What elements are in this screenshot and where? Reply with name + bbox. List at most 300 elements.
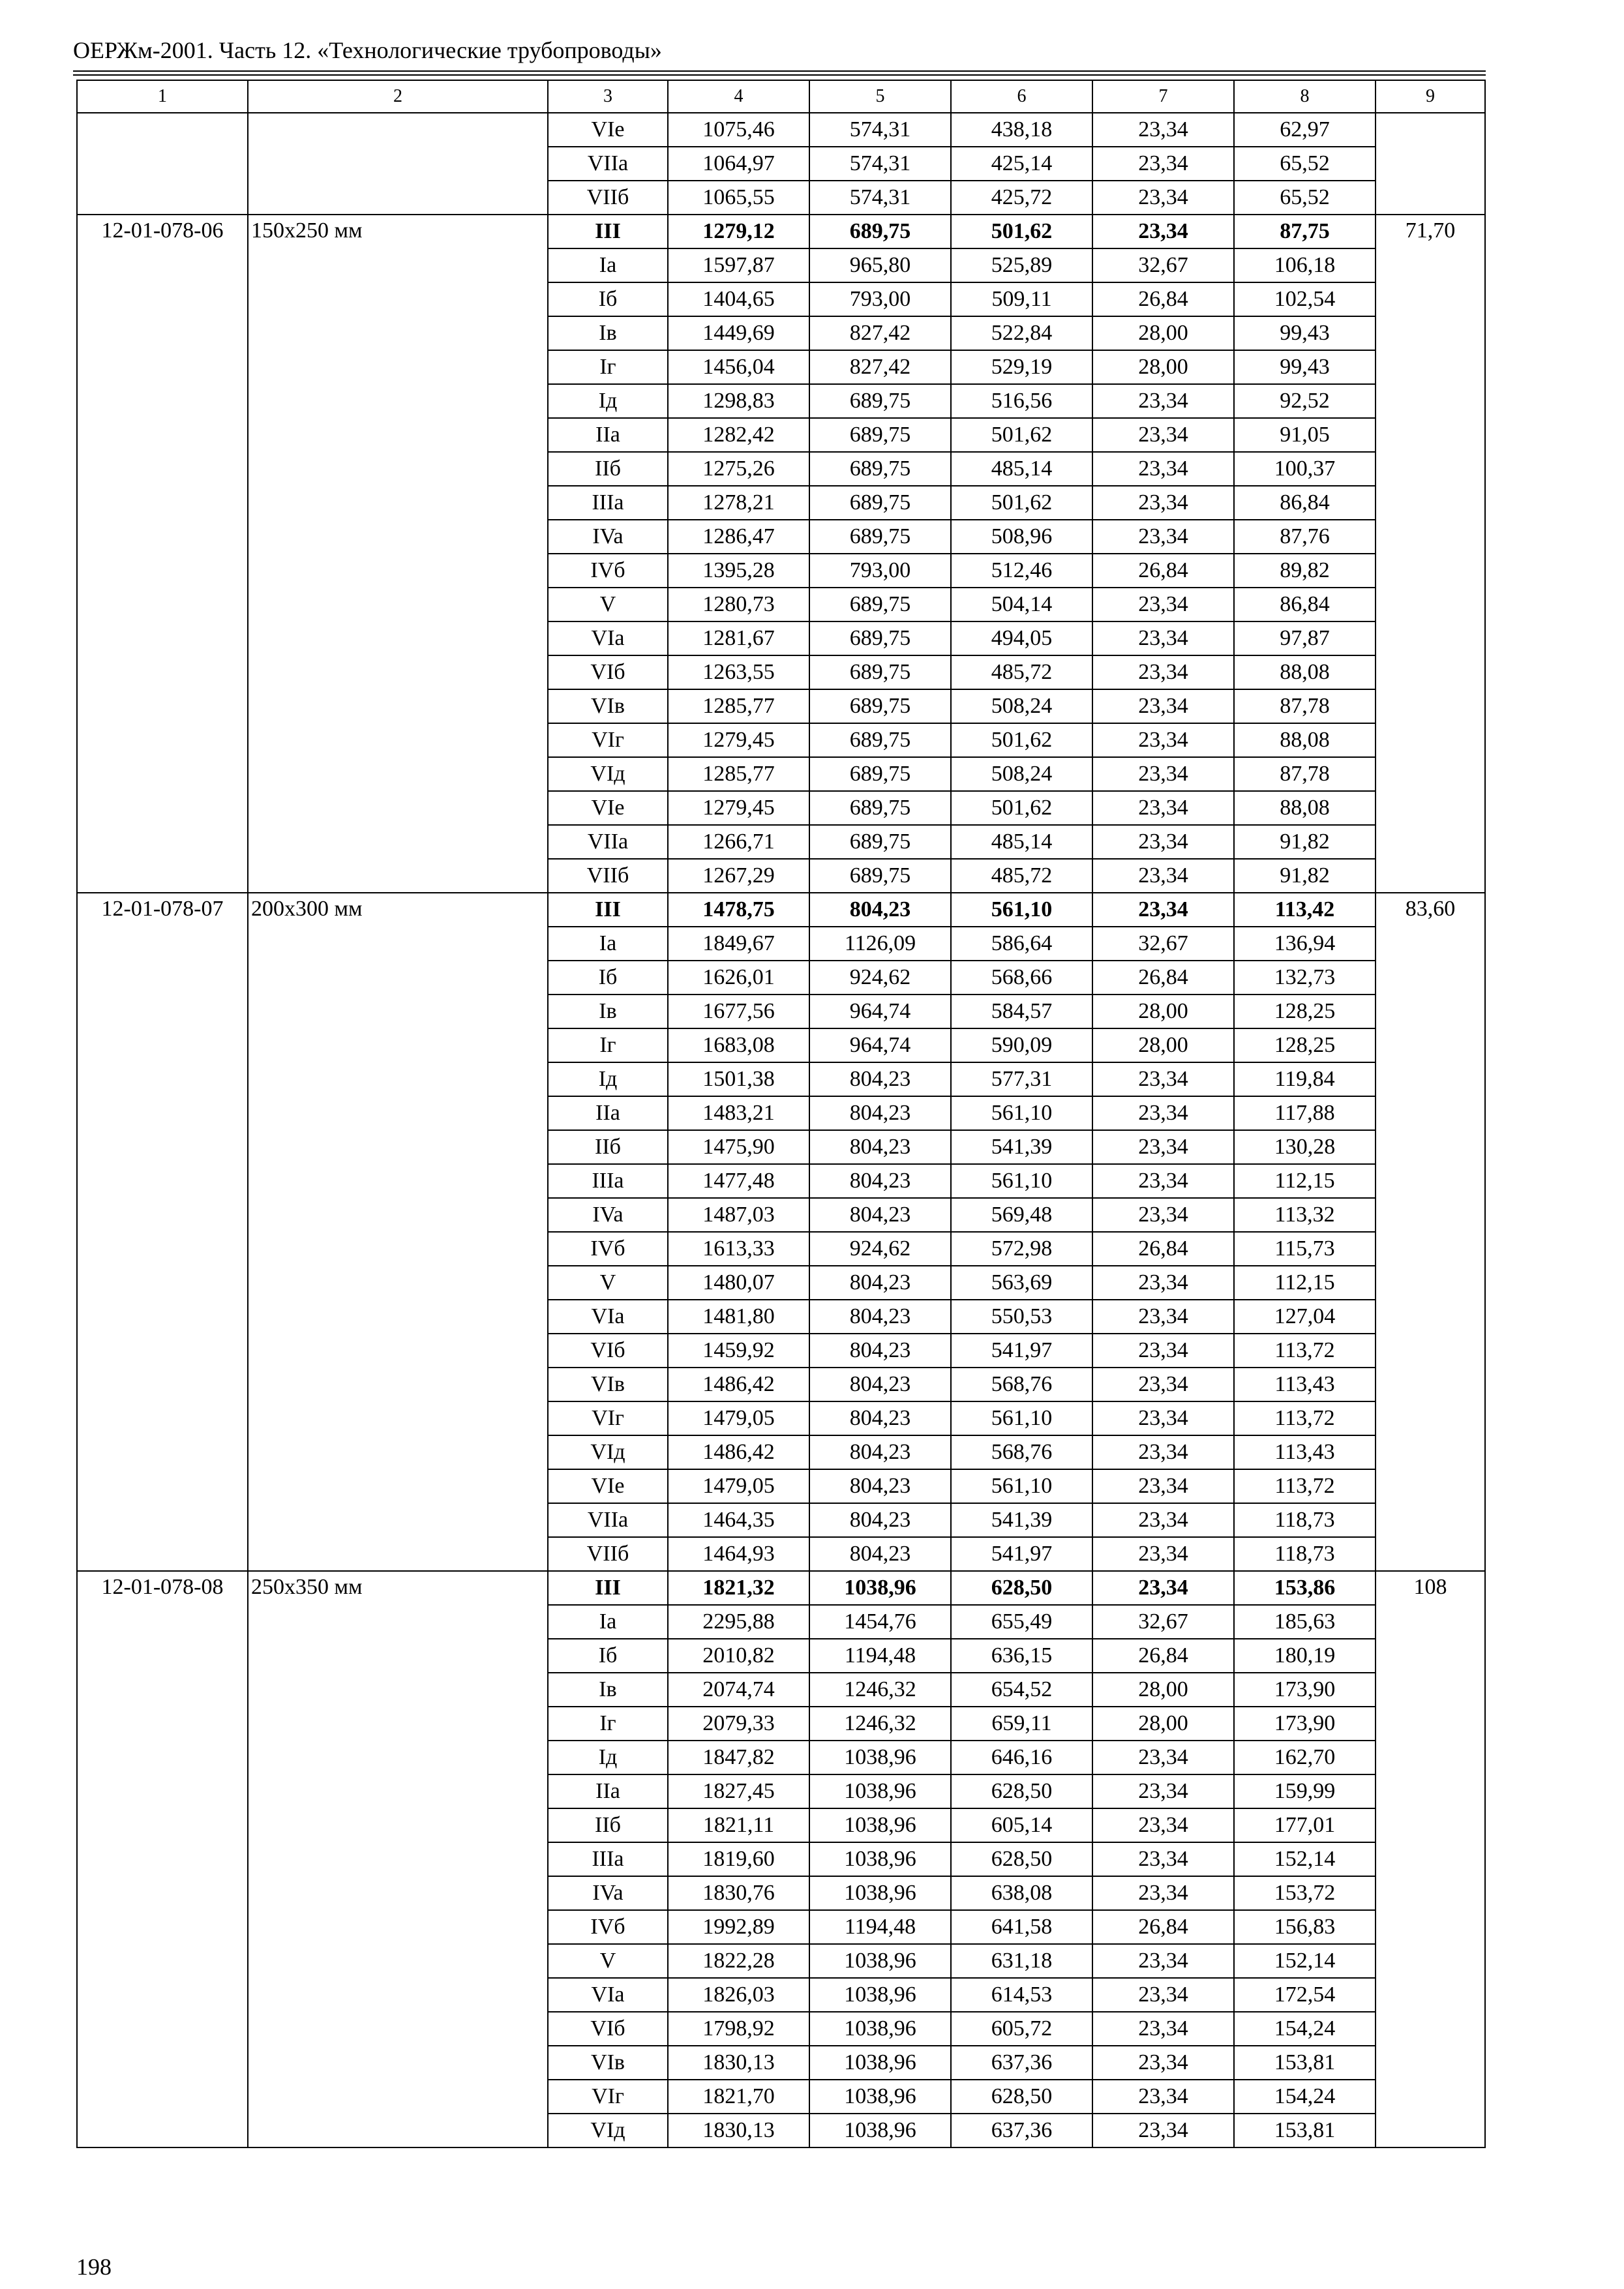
value-cell-col7: 23,34: [1092, 1537, 1234, 1571]
value-cell-col5: 804,23: [809, 1368, 951, 1401]
value-cell-col7: 23,34: [1092, 655, 1234, 689]
zone-cell: VIб: [548, 2012, 668, 2046]
value-cell-col4: 1395,28: [668, 554, 809, 588]
value-cell-col8: 87,75: [1234, 215, 1376, 248]
value-cell-col4: 1280,73: [668, 588, 809, 621]
value-cell-col6: 655,49: [951, 1605, 1092, 1639]
value-cell-col4: 1275,26: [668, 452, 809, 486]
value-cell-col8: 62,97: [1234, 113, 1376, 147]
value-cell-col6: 614,53: [951, 1978, 1092, 2012]
value-cell-col7: 28,00: [1092, 995, 1234, 1028]
value-cell-col8: 106,18: [1234, 248, 1376, 282]
value-cell-col4: 1480,07: [668, 1266, 809, 1300]
value-cell-col8: 153,81: [1234, 2114, 1376, 2147]
value-cell-col6: 590,09: [951, 1028, 1092, 1062]
value-cell-col8: 118,73: [1234, 1503, 1376, 1537]
zone-cell: Ia: [548, 248, 668, 282]
zone-cell: IIб: [548, 1130, 668, 1164]
value-cell-col7: 23,34: [1092, 418, 1234, 452]
value-cell-col5: 689,75: [809, 723, 951, 757]
value-cell-col7: 23,34: [1092, 1300, 1234, 1334]
value-cell-col7: 23,34: [1092, 1062, 1234, 1096]
column-number: 2: [248, 80, 548, 113]
value-cell-col6: 541,39: [951, 1503, 1092, 1537]
value-cell-col8: 102,54: [1234, 282, 1376, 316]
zone-cell: VIг: [548, 1401, 668, 1435]
value-cell-col4: 2079,33: [668, 1707, 809, 1741]
zone-cell: VIIб: [548, 181, 668, 215]
value-cell-col5: 804,23: [809, 1096, 951, 1130]
value-cell-col6: 628,50: [951, 1571, 1092, 1605]
value-cell-col7: 23,34: [1092, 1808, 1234, 1842]
value-cell-col7: 26,84: [1092, 282, 1234, 316]
value-cell-col5: 1038,96: [809, 2046, 951, 2080]
value-cell-col5: 689,75: [809, 452, 951, 486]
value-cell-col6: 509,11: [951, 282, 1092, 316]
zone-cell: VIe: [548, 1469, 668, 1503]
value-cell-col6: 638,08: [951, 1876, 1092, 1910]
value-cell-col4: 1486,42: [668, 1368, 809, 1401]
value-cell-col7: 28,00: [1092, 1028, 1234, 1062]
value-cell-col6: 494,05: [951, 621, 1092, 655]
value-cell-col6: 516,56: [951, 384, 1092, 418]
value-cell-col8: 118,73: [1234, 1537, 1376, 1571]
value-cell-col6: 561,10: [951, 1469, 1092, 1503]
value-cell-col7: 23,34: [1092, 588, 1234, 621]
zone-cell: Iб: [548, 961, 668, 995]
zone-cell: V: [548, 1266, 668, 1300]
column-number: 3: [548, 80, 668, 113]
zone-cell: VIIa: [548, 825, 668, 859]
value-cell-col7: 28,00: [1092, 350, 1234, 384]
value-cell-col5: 689,75: [809, 215, 951, 248]
value-cell-col4: 1449,69: [668, 316, 809, 350]
value-cell-col8: 91,05: [1234, 418, 1376, 452]
value-cell-col5: 689,75: [809, 757, 951, 791]
value-cell-col4: 1849,67: [668, 927, 809, 961]
zone-cell: IVa: [548, 1198, 668, 1232]
rate-code-cell: 12-01-078-06: [77, 215, 248, 893]
value-cell-col7: 23,34: [1092, 1571, 1234, 1605]
value-cell-col8: 130,28: [1234, 1130, 1376, 1164]
value-cell-col4: 1266,71: [668, 825, 809, 859]
value-cell-col4: 1821,11: [668, 1808, 809, 1842]
value-cell-col4: 1830,76: [668, 1876, 809, 1910]
value-cell-col5: 689,75: [809, 689, 951, 723]
value-cell-col6: 628,50: [951, 2080, 1092, 2114]
value-cell-col7: 23,34: [1092, 2046, 1234, 2080]
value-cell-col6: 637,36: [951, 2046, 1092, 2080]
value-cell-col5: 924,62: [809, 961, 951, 995]
value-cell-col6: 605,14: [951, 1808, 1092, 1842]
value-cell-col4: 1677,56: [668, 995, 809, 1028]
value-cell-col7: 26,84: [1092, 554, 1234, 588]
value-cell-col4: 1830,13: [668, 2114, 809, 2147]
value-cell-col8: 91,82: [1234, 859, 1376, 893]
value-cell-col5: 689,75: [809, 655, 951, 689]
value-cell-col6: 541,97: [951, 1537, 1092, 1571]
zone-cell: IIIa: [548, 1842, 668, 1876]
column-number: 9: [1376, 80, 1485, 113]
value-cell-col5: 689,75: [809, 859, 951, 893]
value-cell-col5: 793,00: [809, 554, 951, 588]
column-number-row: [77, 80, 1485, 113]
value-cell-col5: 1038,96: [809, 1944, 951, 1978]
value-cell-col7: 23,34: [1092, 825, 1234, 859]
extra-value-cell: [1376, 113, 1485, 215]
value-cell-col6: 561,10: [951, 1164, 1092, 1198]
value-cell-col7: 23,34: [1092, 1266, 1234, 1300]
value-cell-col8: 113,43: [1234, 1435, 1376, 1469]
value-cell-col7: 26,84: [1092, 961, 1234, 995]
value-cell-col8: 113,72: [1234, 1469, 1376, 1503]
value-cell-col8: 99,43: [1234, 350, 1376, 384]
value-cell-col5: 1454,76: [809, 1605, 951, 1639]
value-cell-col6: 568,66: [951, 961, 1092, 995]
value-cell-col7: 23,34: [1092, 1774, 1234, 1808]
value-cell-col4: 1282,42: [668, 418, 809, 452]
value-cell-col7: 23,34: [1092, 1469, 1234, 1503]
table-row-main: [77, 1571, 1485, 1605]
value-cell-col5: 1038,96: [809, 1741, 951, 1774]
value-cell-col4: 1821,70: [668, 2080, 809, 2114]
value-cell-col7: 23,34: [1092, 1198, 1234, 1232]
value-cell-col8: 152,14: [1234, 1944, 1376, 1978]
value-cell-col6: 637,36: [951, 2114, 1092, 2147]
value-cell-col8: 113,43: [1234, 1368, 1376, 1401]
value-cell-col4: 1821,32: [668, 1571, 809, 1605]
value-cell-col7: 23,34: [1092, 893, 1234, 927]
value-cell-col5: 574,31: [809, 181, 951, 215]
value-cell-col5: 1194,48: [809, 1639, 951, 1673]
table-row-main: [77, 893, 1485, 927]
value-cell-col6: 654,52: [951, 1673, 1092, 1707]
rates-table: [76, 80, 1486, 2148]
value-cell-col6: 550,53: [951, 1300, 1092, 1334]
value-cell-col7: 23,34: [1092, 1164, 1234, 1198]
value-cell-col7: 32,67: [1092, 248, 1234, 282]
value-cell-col8: 154,24: [1234, 2080, 1376, 2114]
value-cell-col7: 23,34: [1092, 1978, 1234, 2012]
zone-cell: Iб: [548, 282, 668, 316]
zone-cell: Iв: [548, 995, 668, 1028]
rate-name-cell: 250x350 мм: [248, 1571, 548, 2147]
zone-cell: Iг: [548, 1707, 668, 1741]
value-cell-col8: 152,14: [1234, 1842, 1376, 1876]
zone-cell: VIг: [548, 723, 668, 757]
value-cell-col4: 1683,08: [668, 1028, 809, 1062]
value-cell-col6: 512,46: [951, 554, 1092, 588]
table-row-main: [77, 215, 1485, 248]
value-cell-col7: 28,00: [1092, 1707, 1234, 1741]
value-cell-col4: 1278,21: [668, 486, 809, 520]
value-cell-col4: 1597,87: [668, 248, 809, 282]
value-cell-col6: 584,57: [951, 995, 1092, 1028]
value-cell-col6: 501,62: [951, 791, 1092, 825]
value-cell-col7: 32,67: [1092, 1605, 1234, 1639]
value-cell-col7: 23,34: [1092, 2114, 1234, 2147]
value-cell-col6: 525,89: [951, 248, 1092, 282]
value-cell-col4: 1479,05: [668, 1401, 809, 1435]
value-cell-col4: 1298,83: [668, 384, 809, 418]
value-cell-col4: 1065,55: [668, 181, 809, 215]
value-cell-col8: 88,08: [1234, 723, 1376, 757]
value-cell-col5: 689,75: [809, 791, 951, 825]
value-cell-col6: 504,14: [951, 588, 1092, 621]
value-cell-col4: 1456,04: [668, 350, 809, 384]
value-cell-col4: 1279,45: [668, 723, 809, 757]
zone-cell: VIIб: [548, 859, 668, 893]
value-cell-col7: 32,67: [1092, 927, 1234, 961]
extra-value-cell: 83,60: [1376, 893, 1485, 1571]
value-cell-col4: 1285,77: [668, 689, 809, 723]
value-cell-col8: 113,42: [1234, 893, 1376, 927]
zone-cell: VIIб: [548, 1537, 668, 1571]
value-cell-col6: 577,31: [951, 1062, 1092, 1096]
value-cell-col4: 1279,12: [668, 215, 809, 248]
zone-cell: Iд: [548, 1062, 668, 1096]
value-cell-col8: 88,08: [1234, 791, 1376, 825]
value-cell-col6: 508,24: [951, 689, 1092, 723]
value-cell-col8: 173,90: [1234, 1673, 1376, 1707]
zone-cell: IIб: [548, 452, 668, 486]
column-number: 8: [1234, 80, 1376, 113]
zone-cell: Iв: [548, 316, 668, 350]
value-cell-col6: 541,97: [951, 1334, 1092, 1368]
extra-value-cell: 71,70: [1376, 215, 1485, 893]
value-cell-col5: 1126,09: [809, 927, 951, 961]
value-cell-col5: 924,62: [809, 1232, 951, 1266]
value-cell-col5: 1038,96: [809, 1808, 951, 1842]
zone-cell: IVa: [548, 520, 668, 554]
value-cell-col4: 1626,01: [668, 961, 809, 995]
value-cell-col8: 99,43: [1234, 316, 1376, 350]
value-cell-col8: 159,99: [1234, 1774, 1376, 1808]
value-cell-col8: 65,52: [1234, 181, 1376, 215]
value-cell-col8: 87,78: [1234, 689, 1376, 723]
zone-cell: VIб: [548, 1334, 668, 1368]
value-cell-col6: 605,72: [951, 2012, 1092, 2046]
value-cell-col6: 646,16: [951, 1741, 1092, 1774]
value-cell-col8: 162,70: [1234, 1741, 1376, 1774]
value-cell-col5: 804,23: [809, 1469, 951, 1503]
value-cell-col6: 563,69: [951, 1266, 1092, 1300]
value-cell-col5: 804,23: [809, 1266, 951, 1300]
value-cell-col4: 1992,89: [668, 1910, 809, 1944]
value-cell-col8: 127,04: [1234, 1300, 1376, 1334]
value-cell-col5: 1246,32: [809, 1673, 951, 1707]
value-cell-col7: 23,34: [1092, 2080, 1234, 2114]
value-cell-col6: 425,14: [951, 147, 1092, 181]
value-cell-col7: 23,34: [1092, 1401, 1234, 1435]
value-cell-col6: 636,15: [951, 1639, 1092, 1673]
zone-cell: VIв: [548, 1368, 668, 1401]
value-cell-col5: 574,31: [809, 147, 951, 181]
value-cell-col8: 153,81: [1234, 2046, 1376, 2080]
zone-cell: VIб: [548, 655, 668, 689]
value-cell-col5: 689,75: [809, 520, 951, 554]
value-cell-col4: 2074,74: [668, 1673, 809, 1707]
value-cell-col4: 1798,92: [668, 2012, 809, 2046]
rate-code-cell: 12-01-078-08: [77, 1571, 248, 2147]
value-cell-col8: 86,84: [1234, 588, 1376, 621]
value-cell-col5: 689,75: [809, 384, 951, 418]
value-cell-col7: 23,34: [1092, 1435, 1234, 1469]
value-cell-col8: 156,83: [1234, 1910, 1376, 1944]
value-cell-col6: 522,84: [951, 316, 1092, 350]
value-cell-col5: 804,23: [809, 1334, 951, 1368]
value-cell-col6: 485,14: [951, 452, 1092, 486]
value-cell-col5: 1038,96: [809, 2012, 951, 2046]
value-cell-col6: 568,76: [951, 1435, 1092, 1469]
zone-cell: III: [548, 215, 668, 248]
zone-cell: VIв: [548, 2046, 668, 2080]
zone-cell: IIa: [548, 1774, 668, 1808]
zone-cell: III: [548, 1571, 668, 1605]
value-cell-col6: 501,62: [951, 723, 1092, 757]
value-cell-col4: 1483,21: [668, 1096, 809, 1130]
value-cell-col5: 804,23: [809, 1435, 951, 1469]
zone-cell: VIa: [548, 621, 668, 655]
value-cell-col8: 100,37: [1234, 452, 1376, 486]
value-cell-col6: 485,72: [951, 859, 1092, 893]
value-cell-col6: 631,18: [951, 1944, 1092, 1978]
rates-table-body: [77, 80, 1485, 2147]
rate-name-cell: 150x250 мм: [248, 215, 548, 893]
value-cell-col5: 804,23: [809, 1503, 951, 1537]
value-cell-col7: 26,84: [1092, 1232, 1234, 1266]
value-cell-col6: 561,10: [951, 1401, 1092, 1435]
value-cell-col8: 113,72: [1234, 1401, 1376, 1435]
value-cell-col4: 1487,03: [668, 1198, 809, 1232]
table-row: [77, 113, 1485, 147]
value-cell-col7: 23,34: [1092, 1368, 1234, 1401]
zone-cell: Iб: [548, 1639, 668, 1673]
zone-cell: VIд: [548, 1435, 668, 1469]
value-cell-col7: 23,34: [1092, 1334, 1234, 1368]
value-cell-col5: 1038,96: [809, 1876, 951, 1910]
value-cell-col7: 23,34: [1092, 1876, 1234, 1910]
zone-cell: VIIa: [548, 1503, 668, 1537]
value-cell-col5: 574,31: [809, 113, 951, 147]
value-cell-col7: 23,34: [1092, 689, 1234, 723]
value-cell-col7: 23,34: [1092, 1842, 1234, 1876]
value-cell-col4: 1281,67: [668, 621, 809, 655]
value-cell-col5: 827,42: [809, 350, 951, 384]
zone-cell: III: [548, 893, 668, 927]
zone-cell: Iг: [548, 1028, 668, 1062]
value-cell-col5: 689,75: [809, 825, 951, 859]
value-cell-col8: 136,94: [1234, 927, 1376, 961]
value-cell-col8: 185,63: [1234, 1605, 1376, 1639]
zone-cell: VIa: [548, 1978, 668, 2012]
value-cell-col8: 89,82: [1234, 554, 1376, 588]
value-cell-col7: 28,00: [1092, 316, 1234, 350]
value-cell-col5: 804,23: [809, 1130, 951, 1164]
value-cell-col5: 1038,96: [809, 1774, 951, 1808]
column-number: 5: [809, 80, 951, 113]
zone-cell: VIв: [548, 689, 668, 723]
value-cell-col6: 438,18: [951, 113, 1092, 147]
value-cell-col8: 65,52: [1234, 147, 1376, 181]
value-cell-col4: 1464,35: [668, 1503, 809, 1537]
value-cell-col7: 23,34: [1092, 486, 1234, 520]
value-cell-col5: 804,23: [809, 1401, 951, 1435]
value-cell-col8: 128,25: [1234, 995, 1376, 1028]
value-cell-col8: 112,15: [1234, 1266, 1376, 1300]
value-cell-col8: 173,90: [1234, 1707, 1376, 1741]
value-cell-col4: 1464,93: [668, 1537, 809, 1571]
value-cell-col7: 23,34: [1092, 113, 1234, 147]
page-number: 198: [76, 2254, 112, 2280]
value-cell-col4: 1847,82: [668, 1741, 809, 1774]
value-cell-col8: 154,24: [1234, 2012, 1376, 2046]
value-cell-col8: 132,73: [1234, 961, 1376, 995]
value-cell-col4: 2010,82: [668, 1639, 809, 1673]
value-cell-col7: 23,34: [1092, 1503, 1234, 1537]
value-cell-col4: 1826,03: [668, 1978, 809, 2012]
zone-cell: VIг: [548, 2080, 668, 2114]
value-cell-col8: 153,72: [1234, 1876, 1376, 1910]
value-cell-col6: 572,98: [951, 1232, 1092, 1266]
zone-cell: IVб: [548, 1910, 668, 1944]
zone-cell: IIIa: [548, 486, 668, 520]
value-cell-col7: 23,34: [1092, 1741, 1234, 1774]
value-cell-col6: 561,10: [951, 1096, 1092, 1130]
zone-cell: IVa: [548, 1876, 668, 1910]
zone-cell: VIe: [548, 113, 668, 147]
value-cell-col6: 561,10: [951, 893, 1092, 927]
value-cell-col5: 689,75: [809, 588, 951, 621]
value-cell-col5: 827,42: [809, 316, 951, 350]
value-cell-col4: 1478,75: [668, 893, 809, 927]
value-cell-col5: 804,23: [809, 893, 951, 927]
column-number: 4: [668, 80, 809, 113]
value-cell-col6: 485,72: [951, 655, 1092, 689]
zone-cell: V: [548, 588, 668, 621]
value-cell-col8: 113,72: [1234, 1334, 1376, 1368]
page-header-title: ОЕРЖм-2001. Часть 12. «Технологические трубопроводы»: [73, 37, 662, 63]
value-cell-col4: 2295,88: [668, 1605, 809, 1639]
value-cell-col7: 23,34: [1092, 181, 1234, 215]
value-cell-col8: 97,87: [1234, 621, 1376, 655]
value-cell-col8: 177,01: [1234, 1808, 1376, 1842]
value-cell-col8: 88,08: [1234, 655, 1376, 689]
zone-cell: Iв: [548, 1673, 668, 1707]
value-cell-col5: 1038,96: [809, 1571, 951, 1605]
column-number: 6: [951, 80, 1092, 113]
value-cell-col5: 804,23: [809, 1300, 951, 1334]
zone-cell: VIд: [548, 2114, 668, 2147]
value-cell-col5: 689,75: [809, 418, 951, 452]
value-cell-col4: 1064,97: [668, 147, 809, 181]
value-cell-col6: 501,62: [951, 486, 1092, 520]
value-cell-col5: 804,23: [809, 1164, 951, 1198]
value-cell-col8: 172,54: [1234, 1978, 1376, 2012]
value-cell-col6: 508,96: [951, 520, 1092, 554]
value-cell-col5: 1038,96: [809, 1978, 951, 2012]
value-cell-col6: 501,62: [951, 215, 1092, 248]
value-cell-col7: 23,34: [1092, 384, 1234, 418]
value-cell-col5: 1038,96: [809, 2080, 951, 2114]
value-cell-col7: 26,84: [1092, 1639, 1234, 1673]
value-cell-col5: 689,75: [809, 621, 951, 655]
zone-cell: IVб: [548, 1232, 668, 1266]
value-cell-col5: 804,23: [809, 1198, 951, 1232]
zone-cell: IVб: [548, 554, 668, 588]
value-cell-col5: 964,74: [809, 1028, 951, 1062]
value-cell-col6: 568,76: [951, 1368, 1092, 1401]
